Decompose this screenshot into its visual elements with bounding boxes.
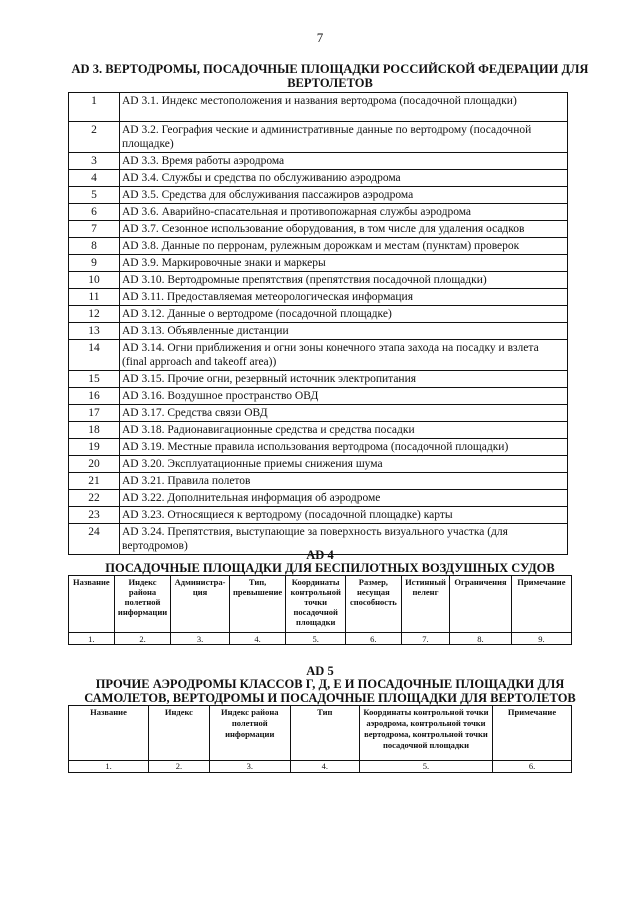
row-text: AD 3.12. Данные о вертодроме (посадочной площадке): [120, 306, 568, 323]
row-text: AD 3.7. Сезонное использование оборудования, в том числе для удаления осадков: [120, 221, 568, 238]
table-row: [69, 439, 568, 456]
column-number: 4.: [290, 761, 359, 773]
table-row: [69, 340, 568, 371]
ad5-title: ПРОЧИЕ АЭРОДРОМЫ КЛАССОВ Г, Д, Е И ПОСАДОЧНЫЕ ПЛОЩАДКИ ДЛЯ САМОЛЕТОВ, ВЕРТОДРОМЫ И ПОСАДОЧНЫЕ ПЛОЩАДКИ ДЛЯ ВЕРТОЛЕТОВ: [84, 677, 576, 705]
column-number: 6.: [345, 633, 401, 645]
ad4-code: AD 4: [306, 548, 334, 562]
row-text: AD 3.21. Правила полетов: [120, 473, 568, 490]
row-text: AD 3.17. Средства связи ОВД: [120, 405, 568, 422]
column-header: Индекс района полетной информации: [209, 706, 290, 761]
row-number: 9: [69, 255, 120, 272]
row-number: 2: [69, 122, 120, 153]
column-header: Индекс района полетной информации: [114, 576, 171, 633]
row-text: AD 3.19. Местные правила использования вертодрома (посадочной площадки): [120, 439, 568, 456]
row-number: 5: [69, 187, 120, 204]
page-number: 7: [316, 30, 324, 45]
table-row: [69, 187, 568, 204]
table-row: [69, 289, 568, 306]
row-number: 11: [69, 289, 120, 306]
row-number: 22: [69, 490, 120, 507]
row-number: 7: [69, 221, 120, 238]
column-header: Координаты контрольной точки посадочной площадки: [286, 576, 346, 633]
row-number: 23: [69, 507, 120, 524]
row-text: AD 3.14. Огни приближения и огни зоны конечного этапа захода на посадку и взлета (final approach and takeoff area)): [120, 340, 568, 371]
column-header: Индекс: [149, 706, 210, 761]
table-row: [69, 422, 568, 439]
row-number: 8: [69, 238, 120, 255]
row-text: AD 3.3. Время работы аэродрома: [120, 153, 568, 170]
column-header: Ограничения: [450, 576, 512, 633]
ad5-code: AD 5: [306, 664, 334, 678]
row-number: 14: [69, 340, 120, 371]
table-row: [69, 221, 568, 238]
row-text: AD 3.20. Эксплуатационные приемы снижения шума: [120, 456, 568, 473]
row-number: 12: [69, 306, 120, 323]
row-text: AD 3.1. Индекс местоположения и названия вертодрома (посадочной площадки): [120, 93, 568, 122]
ad4-table: [68, 575, 572, 645]
table-row: [69, 204, 568, 221]
row-number: 15: [69, 371, 120, 388]
row-number: 4: [69, 170, 120, 187]
row-text: AD 3.9. Маркировочные знаки и маркеры: [120, 255, 568, 272]
table-row: [69, 255, 568, 272]
row-number: 10: [69, 272, 120, 289]
column-header: Координаты контрольной точки аэродрома, контрольной точки вертодрома, контрольной точки посадочной площадки: [359, 706, 492, 761]
table-row: [69, 272, 568, 289]
row-number: 13: [69, 323, 120, 340]
column-number: 3.: [209, 761, 290, 773]
row-number: 6: [69, 204, 120, 221]
row-text: AD 3.11. Предоставляемая метеорологическая информация: [120, 289, 568, 306]
column-number: 5.: [286, 633, 346, 645]
column-number: 1.: [69, 633, 115, 645]
column-header: Название: [69, 576, 115, 633]
table-row: [69, 93, 568, 122]
row-text: AD 3.18. Радионавигационные средства и средства посадки: [120, 422, 568, 439]
table-row: [69, 238, 568, 255]
column-number: 2.: [149, 761, 210, 773]
table-row: [69, 371, 568, 388]
row-number: 16: [69, 388, 120, 405]
table-row: [69, 405, 568, 422]
row-number: 1: [69, 93, 120, 122]
row-text: AD 3.10. Вертодромные препятствия (препятствия посадочной площадки): [120, 272, 568, 289]
row-text: AD 3.16. Воздушное пространство ОВД: [120, 388, 568, 405]
column-header: Примечание: [511, 576, 571, 633]
row-text: AD 3.15. Прочие огни, резервный источник электропитания: [120, 371, 568, 388]
row-text: AD 3.22. Дополнительная информация об аэродроме: [120, 490, 568, 507]
column-number: 3.: [171, 633, 229, 645]
table-row: [69, 122, 568, 153]
row-text: AD 3.24. Препятствия, выступающие за поверхность визуального участка (для вертодромов): [120, 524, 568, 555]
column-header: Тип: [290, 706, 359, 761]
table-row: [69, 507, 568, 524]
table-row: [69, 490, 568, 507]
column-number: 5.: [359, 761, 492, 773]
column-number: 2.: [114, 633, 171, 645]
column-number: 7.: [401, 633, 449, 645]
table-row: [69, 388, 568, 405]
row-number: 20: [69, 456, 120, 473]
row-text: AD 3.8. Данные по перронам, рулежным дорожкам и местам (пунктам) проверок: [120, 238, 568, 255]
row-number: 21: [69, 473, 120, 490]
table-row: [69, 473, 568, 490]
column-number: 9.: [511, 633, 571, 645]
column-number: 6.: [493, 761, 572, 773]
row-text: AD 3.5. Средства для обслуживания пассажиров аэродрома: [120, 187, 568, 204]
column-number: 8.: [450, 633, 512, 645]
column-number: 1.: [69, 761, 149, 773]
row-number: 17: [69, 405, 120, 422]
row-text: AD 3.13. Объявленные дистанции: [120, 323, 568, 340]
row-number: 3: [69, 153, 120, 170]
ad4-title: ПОСАДОЧНЫЕ ПЛОЩАДКИ ДЛЯ БЕСПИЛОТНЫХ ВОЗДУШНЫХ СУДОВ: [105, 561, 555, 575]
row-text: AD 3.6. Аварийно-спасательная и противопожарная службы аэродрома: [120, 204, 568, 221]
column-header: Администра-ция: [171, 576, 229, 633]
table-row: [69, 456, 568, 473]
column-header: Тип, превышение: [229, 576, 286, 633]
row-number: 18: [69, 422, 120, 439]
row-text: AD 3.2. География ческие и административные данные по вертодрому (посадочной площадке): [120, 122, 568, 153]
row-number: 24: [69, 524, 120, 555]
table-row: [69, 153, 568, 170]
row-text: AD 3.4. Службы и средства по обслуживанию аэродрома: [120, 170, 568, 187]
ad3-table: [68, 92, 568, 555]
table-row: [69, 323, 568, 340]
column-header: Истинный пеленг: [401, 576, 449, 633]
table-row: [69, 306, 568, 323]
column-number: 4.: [229, 633, 286, 645]
row-text: AD 3.23. Относящиеся к вертодрому (посадочной площадке) карты: [120, 507, 568, 524]
ad3-title: AD 3. ВЕРТОДРОМЫ, ПОСАДОЧНЫЕ ПЛОЩАДКИ РОССИЙСКОЙ ФЕДЕРАЦИИ ДЛЯ ВЕРТОЛЕТОВ: [71, 62, 589, 90]
row-number: 19: [69, 439, 120, 456]
table-row: [69, 170, 568, 187]
ad5-table: [68, 705, 572, 773]
column-header: Размер, несущая способность: [345, 576, 401, 633]
column-header: Примечание: [493, 706, 572, 761]
column-header: Название: [69, 706, 149, 761]
